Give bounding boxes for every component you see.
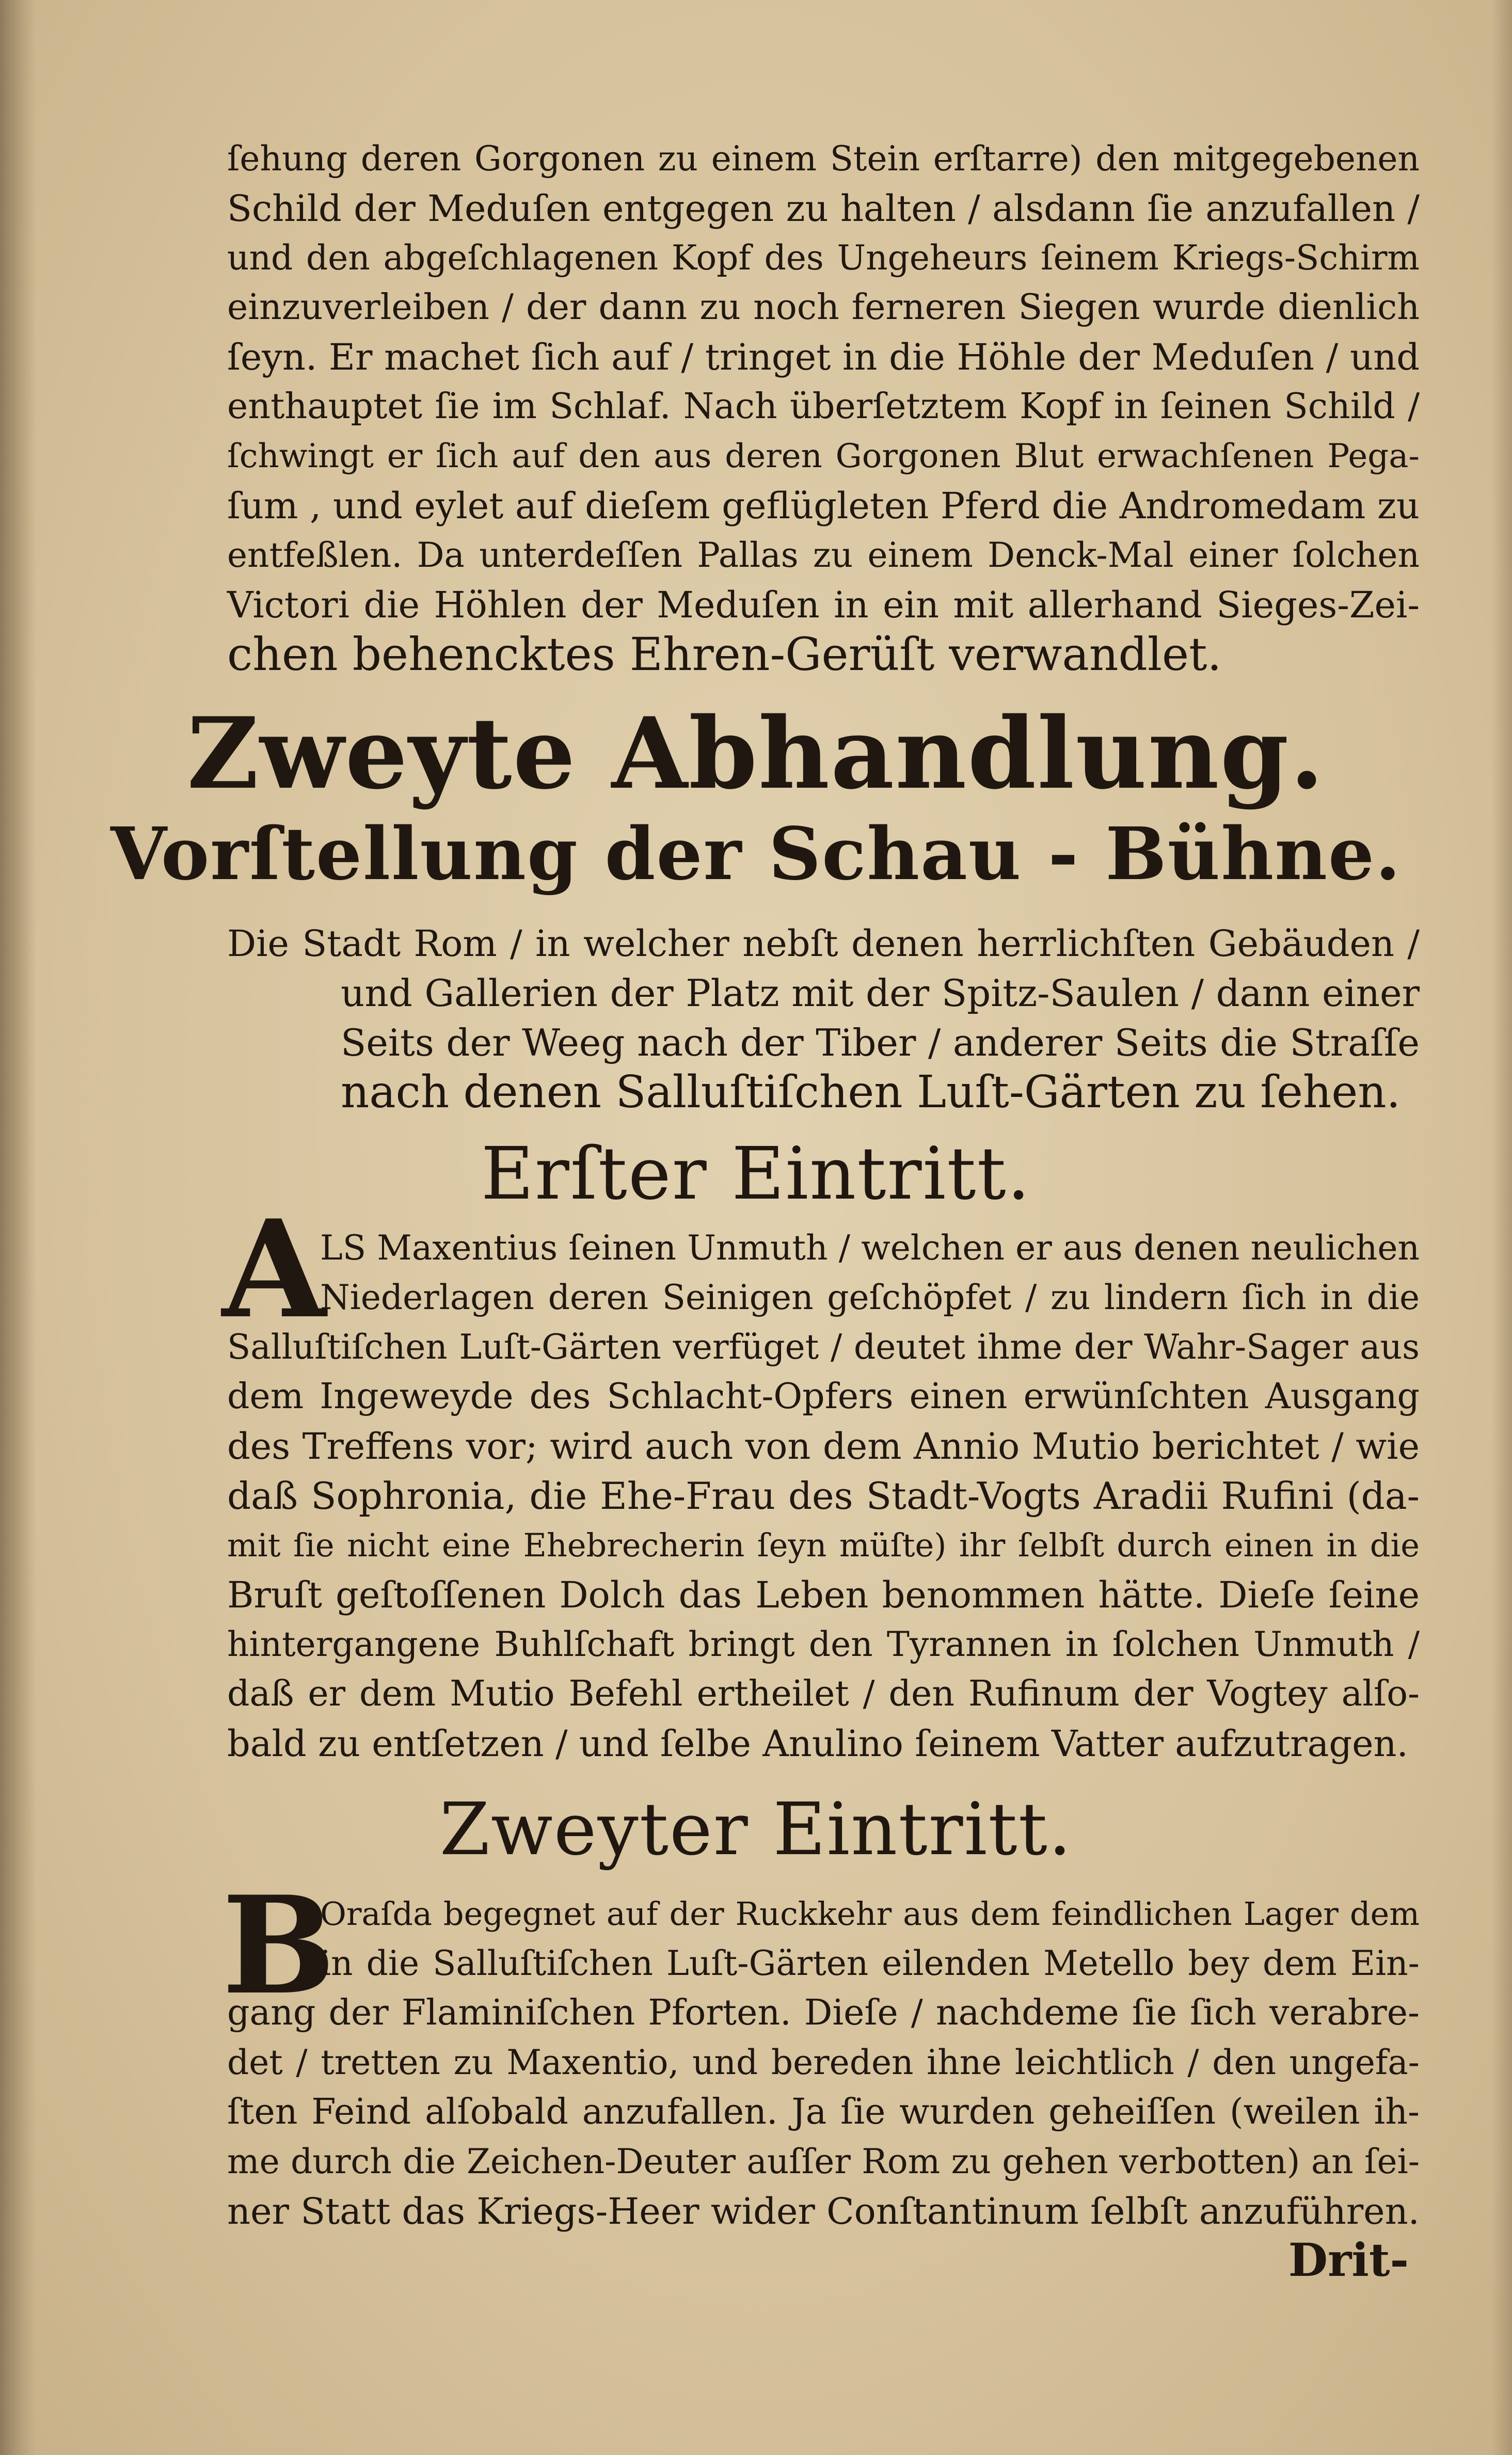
text-line: des Treffens vor; wird auch von dem Annio Mutio berichtet / wie: [227, 1425, 1420, 1468]
text-line: einzuverleiben / der dann zu noch ferneren Siegen wurde dienlich: [227, 287, 1420, 328]
text-line: me durch die Zeichen-Deuter auſſer Rom zu gehen verbotten) an ſei-: [227, 2142, 1420, 2181]
scene-line: nach denen Salluſtiſchen Luſt-Gärten zu ſehen.: [341, 1066, 1400, 1118]
text-line: hintergangene Buhlſchaft bringt den Tyrannen in ſolchen Unmuth /: [227, 1624, 1420, 1664]
text-line: ſehung deren Gorgonen zu einem Stein erſtarre) den mitgegebenen: [227, 139, 1420, 179]
scene-line: und Gallerien der Platz mit der Spitz-Saulen / dann einer: [341, 971, 1420, 1015]
text-line: Niederlagen deren Seinigen geſchöpfet / zu lindern ſich in die: [320, 1278, 1420, 1317]
text-line: bald zu entſetzen / und ſelbe Anulino ſeinem Vatter aufzutragen.: [227, 1723, 1408, 1765]
text-line: entfeßlen. Da unterdeſſen Pallas zu einem Denck-Mal einer ſolchen: [227, 535, 1420, 575]
binding-gutter: [0, 0, 36, 2455]
text-line: ner Statt das Kriegs-Heer wider Conſtantinum ſelbſt anzuführen.: [227, 2190, 1420, 2233]
text-line: daß Sophronia, die Ehe-Frau des Stadt-Vogts Aradii Rufini (da-: [227, 1474, 1420, 1518]
text-line: daß er dem Mutio Befehl ertheilet / den Rufinum der Vogtey alſo-: [227, 1673, 1420, 1714]
scene-line: Seits der Weeg nach der Tiber / anderer Seits die Straſſe: [341, 1021, 1420, 1064]
drop-capital-b: B: [222, 1867, 336, 2024]
act-heading: Zweyte Abhandlung.: [187, 696, 1325, 811]
text-line: det / tretten zu Maxentio, und bereden ihne leichtlich / den ungefa-: [227, 2043, 1420, 2082]
text-line: enthauptet ſie im Schlaf. Nach überſetztem Kopf in ſeinen Schild /: [227, 386, 1420, 427]
text-line: Oraſda begegnet auf der Ruckkehr aus dem feindlichen Lager dem: [320, 1895, 1420, 1933]
text-line: ſum , und eylet auf dieſem geflügleten Pferd die Andromedam zu: [227, 485, 1420, 527]
text-line: mit ſie nicht eine Ehebrecherin ſeyn müſte) ihr ſelbſt durch einen in die: [227, 1526, 1420, 1564]
scene-heading: Vorſtellung der Schau - Bühne.: [110, 812, 1402, 897]
scene-line: Die Stadt Rom / in welcher nebſt denen herrlichſten Gebäuden /: [227, 922, 1420, 965]
text-line: Bruſt geſtoſſenen Dolch das Leben benommen hätte. Dieſe ſeine: [227, 1574, 1420, 1616]
text-line: dem Ingeweyde des Schlacht-Opfers einen erwünſchten Ausgang: [227, 1376, 1420, 1417]
text-line: ſten Feind alſobald anzufallen. Ja ſie wurden geheiſſen (weilen ih-: [227, 2092, 1420, 2132]
text-line: und den abgeſchlagenen Kopf des Ungeheurs ſeinem Kriegs-Schirm: [227, 238, 1420, 278]
text-line: chen behencktes Ehren-Gerüſt verwandlet.: [227, 628, 1222, 681]
text-line: Salluſtiſchen Luſt-Gärten verfüget / deutet ihme der Wahr-Sager aus: [227, 1327, 1420, 1367]
catchword: Drit-: [1288, 2233, 1409, 2287]
text-line: gang der Flaminiſchen Pforten. Dieſe / nachdeme ſie ſich verabre-: [227, 1992, 1420, 2033]
text-line: ſeyn. Er machet ſich auf / tringet in die Höhle der Meduſen / und: [227, 336, 1420, 378]
entry-heading-2: Zweyter Eintritt.: [439, 1788, 1073, 1872]
page-edge-shadow: [1491, 0, 1512, 2455]
entry-heading-1: Erſter Eintritt.: [481, 1132, 1031, 1216]
drop-capital-a: A: [222, 1191, 326, 1348]
text-line: in die Salluſtiſchen Luſt-Gärten eilenden Metello bey dem Ein-: [320, 1943, 1420, 1983]
text-line: Schild der Meduſen entgegen zu halten / alsdann ſie anzufallen /: [227, 187, 1420, 230]
text-line: ſchwingt er ſich auf den aus deren Gorgonen Blut erwachſenen Pega-: [227, 437, 1420, 475]
text-line: LS Maxentius ſeinen Unmuth / welchen er aus denen neulichen: [320, 1228, 1420, 1268]
text-line: Victori die Höhlen der Meduſen in ein mit allerhand Sieges-Zei-: [227, 584, 1420, 626]
